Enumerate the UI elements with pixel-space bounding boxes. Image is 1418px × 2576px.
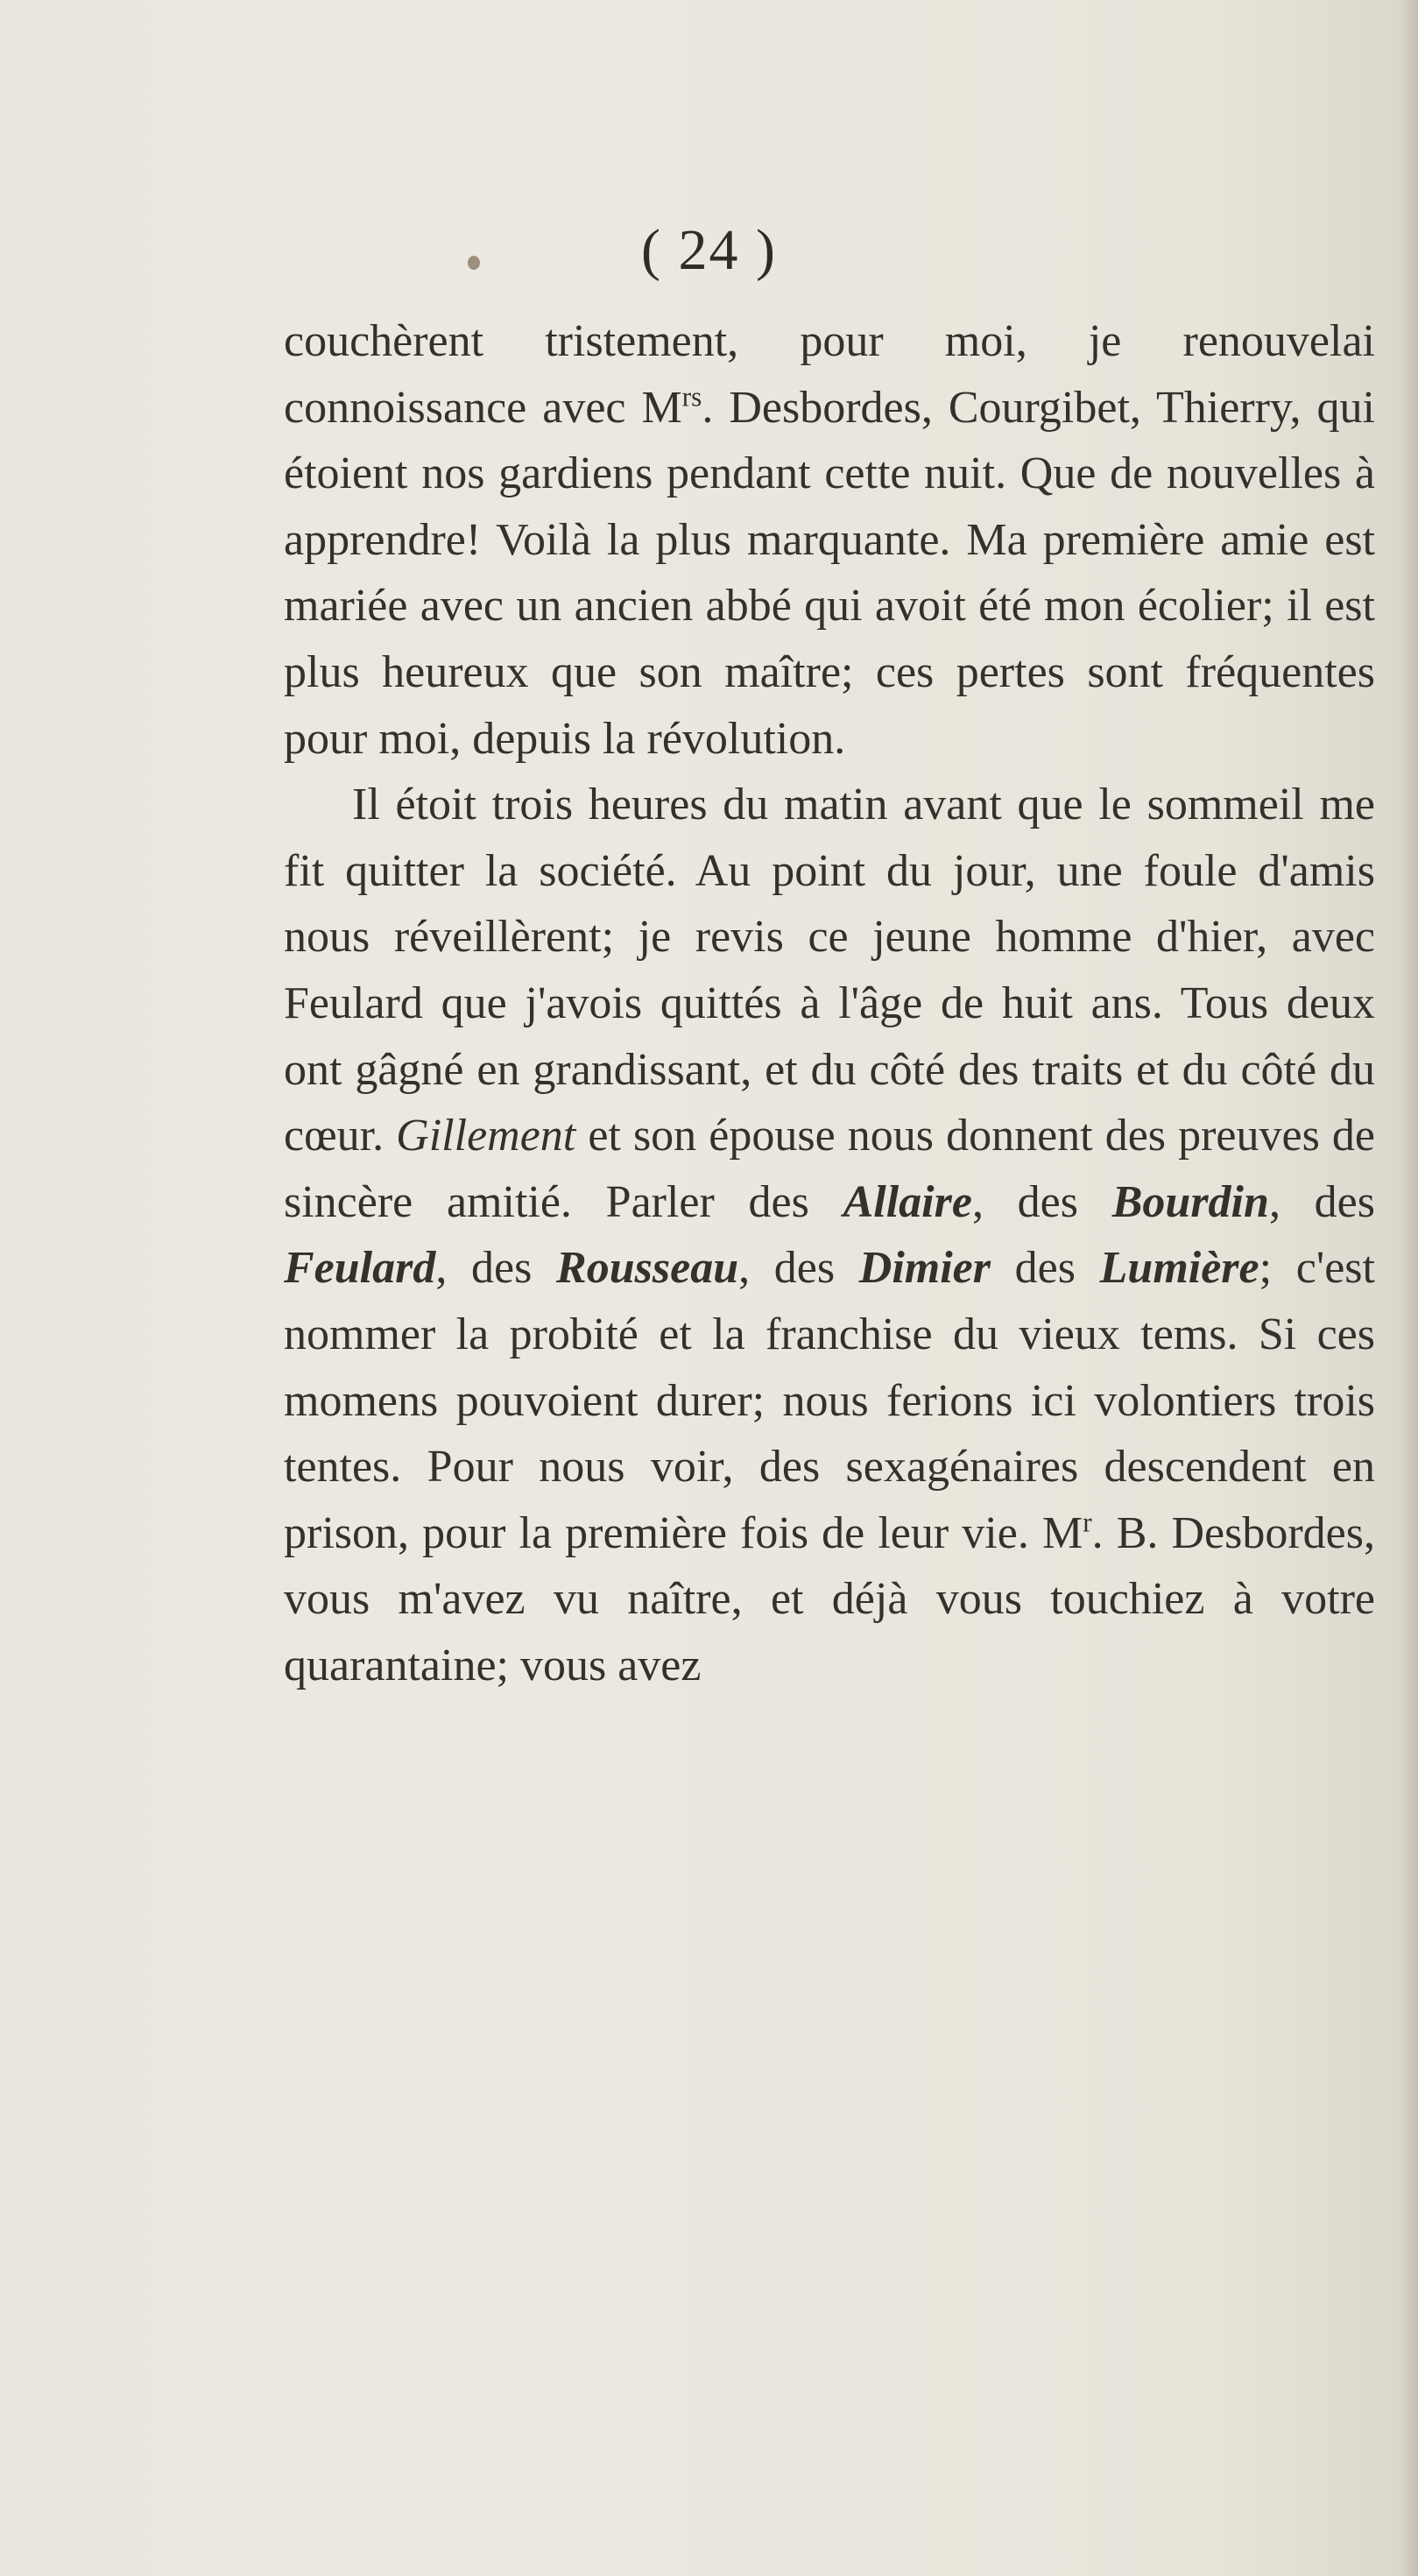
text-run: et son épouse nous donnent des preuves de sincère amitié. Parler des bbox=[284, 1111, 1375, 1227]
text-run: . B. Desbordes, vous m'avez vu naître, et déjà vous touchiez à votre quarantaine; vous avez bbox=[284, 1507, 1375, 1690]
proper-name: Feulard bbox=[284, 1243, 436, 1294]
proper-name: Lumière bbox=[1099, 1243, 1259, 1294]
text-run: , des bbox=[435, 1243, 557, 1294]
paragraph-1 bbox=[284, 308, 1375, 772]
superscript: r bbox=[1083, 1507, 1092, 1538]
proper-name: Rousseau bbox=[556, 1243, 739, 1294]
proper-name: Allaire bbox=[843, 1176, 972, 1227]
page-number: ( 24 ) bbox=[641, 218, 777, 282]
text-run: des bbox=[990, 1243, 1100, 1294]
text-run: couchèrent tristement, pour moi, je renouvelai connoissance avec M bbox=[284, 316, 1375, 433]
body-text bbox=[284, 308, 1375, 1698]
text-run: . Desbordes, Courgibet, Thierry, qui étoient nos gardiens pendant cette nuit. Que de nouvelles à apprendre! Voilà la plus marquante. Ma première amie est mariée avec un ancien abbé qui avoit été mon écolier; il est plus heureux que son maître; ces pertes sont fréquentes pour moi, depuis la révolution. bbox=[284, 382, 1376, 764]
superscript: rs bbox=[681, 381, 702, 413]
text-run: , des bbox=[1268, 1176, 1375, 1227]
page-edge-shadow bbox=[1399, 0, 1418, 2576]
paragraph-2 bbox=[284, 772, 1375, 1698]
italic-name: Gillement bbox=[396, 1111, 576, 1161]
proper-name: Bourdin bbox=[1111, 1176, 1269, 1227]
text-run: ; c'est nommer la probité et la franchise du vieux tems. Si ces momens pouvoient durer; nous ferions ici volontiers trois tentes. Pour nous voir, des sexagénaires descendent en prison, pour la première fois de leur vie. M bbox=[284, 1243, 1375, 1558]
text-run: , des bbox=[738, 1243, 859, 1294]
text-run: , des bbox=[971, 1176, 1112, 1227]
text-run: Il étoit trois heures du matin avant que le sommeil me fit quitter la société. Au point du jour, une foule d'amis nous réveillèrent; je revis ce jeune homme d'hier, avec Feulard que j'avois quittés à l'âge de huit ans. Tous deux ont gâgné en grandissant, et du côté des traits et du côté du cœur. bbox=[284, 780, 1375, 1161]
proper-name: Dimier bbox=[858, 1243, 991, 1294]
